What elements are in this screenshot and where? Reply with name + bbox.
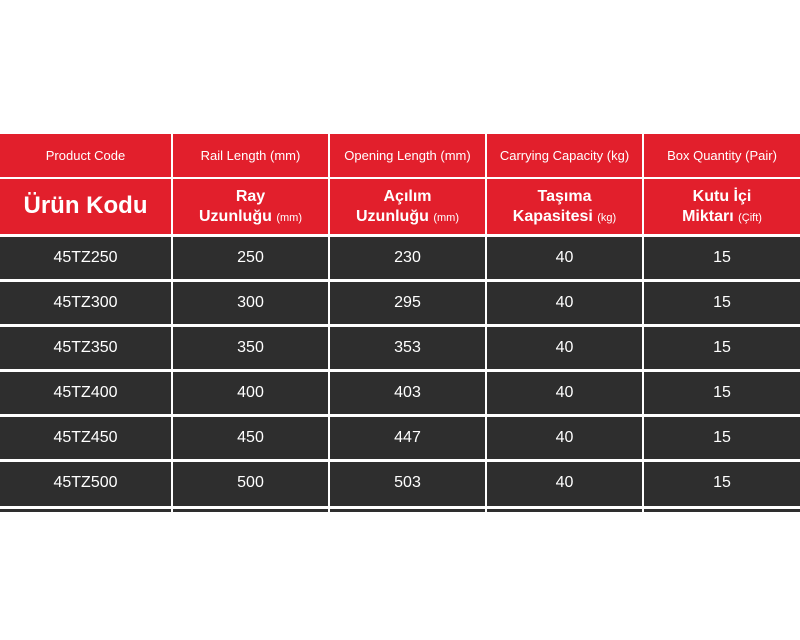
table-cell-opening-length: 503	[330, 462, 485, 509]
table-cell-rail-length: 250	[173, 237, 328, 279]
table-cell-rail-length: 300	[173, 282, 328, 324]
table-cell-box-quantity: 15	[644, 237, 800, 279]
header-tr-unit: (Çift)	[738, 211, 762, 224]
header-tr-line2: Kapasitesi	[512, 207, 593, 225]
table-cell-product-code: 45TZ350	[0, 327, 171, 369]
table-cell-product-code: 45TZ450	[0, 417, 171, 459]
table-cell-carrying-capacity: 40	[487, 237, 642, 279]
header-tr-line1: Kutu İçi	[692, 188, 752, 206]
header-tr-line2-wrap	[356, 207, 459, 226]
header-tr-carrying-capacity	[487, 179, 642, 234]
header-en-opening-length: Opening Length (mm)	[330, 134, 485, 177]
table-cell-opening-length: 403	[330, 372, 485, 414]
table-cell-product-code: 45TZ500	[0, 462, 171, 509]
header-en-box-quantity: Box Quantity (Pair)	[644, 134, 800, 177]
table-cell-box-quantity: 15	[644, 372, 800, 414]
table-cell-product-code: 45TZ400	[0, 372, 171, 414]
header-tr-rail-length	[173, 179, 328, 234]
table-cell-rail-length: 400	[173, 372, 328, 414]
header-tr-unit: (mm)	[433, 211, 459, 224]
header-en-product-code: Product Code	[0, 134, 171, 177]
table-cell-carrying-capacity: 40	[487, 327, 642, 369]
table-cell-rail-length: 500	[173, 462, 328, 509]
table-cell-box-quantity: 15	[644, 327, 800, 369]
table-cell-box-quantity: 15	[644, 462, 800, 509]
header-tr-box-quantity	[644, 179, 800, 234]
header-tr-product-code	[0, 179, 171, 234]
table-cell-product-code: 45TZ250	[0, 237, 171, 279]
table-cell-rail-length: 350	[173, 327, 328, 369]
header-en-rail-length: Rail Length (mm)	[173, 134, 328, 177]
table-cell-carrying-capacity: 40	[487, 372, 642, 414]
table-cell-carrying-capacity: 40	[487, 417, 642, 459]
table-cell-opening-length: 353	[330, 327, 485, 369]
header-tr-unit: (kg)	[597, 211, 617, 224]
header-tr-unit: (mm)	[276, 211, 302, 224]
header-tr-line2-wrap	[513, 207, 616, 226]
header-tr-line2-wrap	[199, 207, 302, 226]
table-cell-rail-length: 450	[173, 417, 328, 459]
header-tr-line1: Açılım	[383, 188, 432, 206]
header-en-carrying-capacity: Carrying Capacity (kg)	[487, 134, 642, 177]
header-tr-line1: Ray	[235, 188, 266, 206]
table-cell-carrying-capacity: 40	[487, 462, 642, 509]
table-cell-product-code: 45TZ300	[0, 282, 171, 324]
header-tr-line1: Taşıma	[537, 188, 592, 206]
table-cell-opening-length: 295	[330, 282, 485, 324]
header-tr-line2-wrap	[682, 207, 762, 226]
header-tr-line1: Ürün Kodu	[23, 192, 148, 220]
header-tr-line2: Uzunluğu	[199, 207, 272, 225]
table-cell-opening-length: 230	[330, 237, 485, 279]
table-cell-opening-length: 447	[330, 417, 485, 459]
header-tr-line2: Uzunluğu	[356, 207, 429, 225]
header-tr-opening-length	[330, 179, 485, 234]
table-cell-carrying-capacity: 40	[487, 282, 642, 324]
product-spec-table	[0, 134, 800, 509]
table-cell-box-quantity: 15	[644, 417, 800, 459]
header-tr-line2: Miktarı	[682, 207, 734, 225]
table-cell-box-quantity: 15	[644, 282, 800, 324]
